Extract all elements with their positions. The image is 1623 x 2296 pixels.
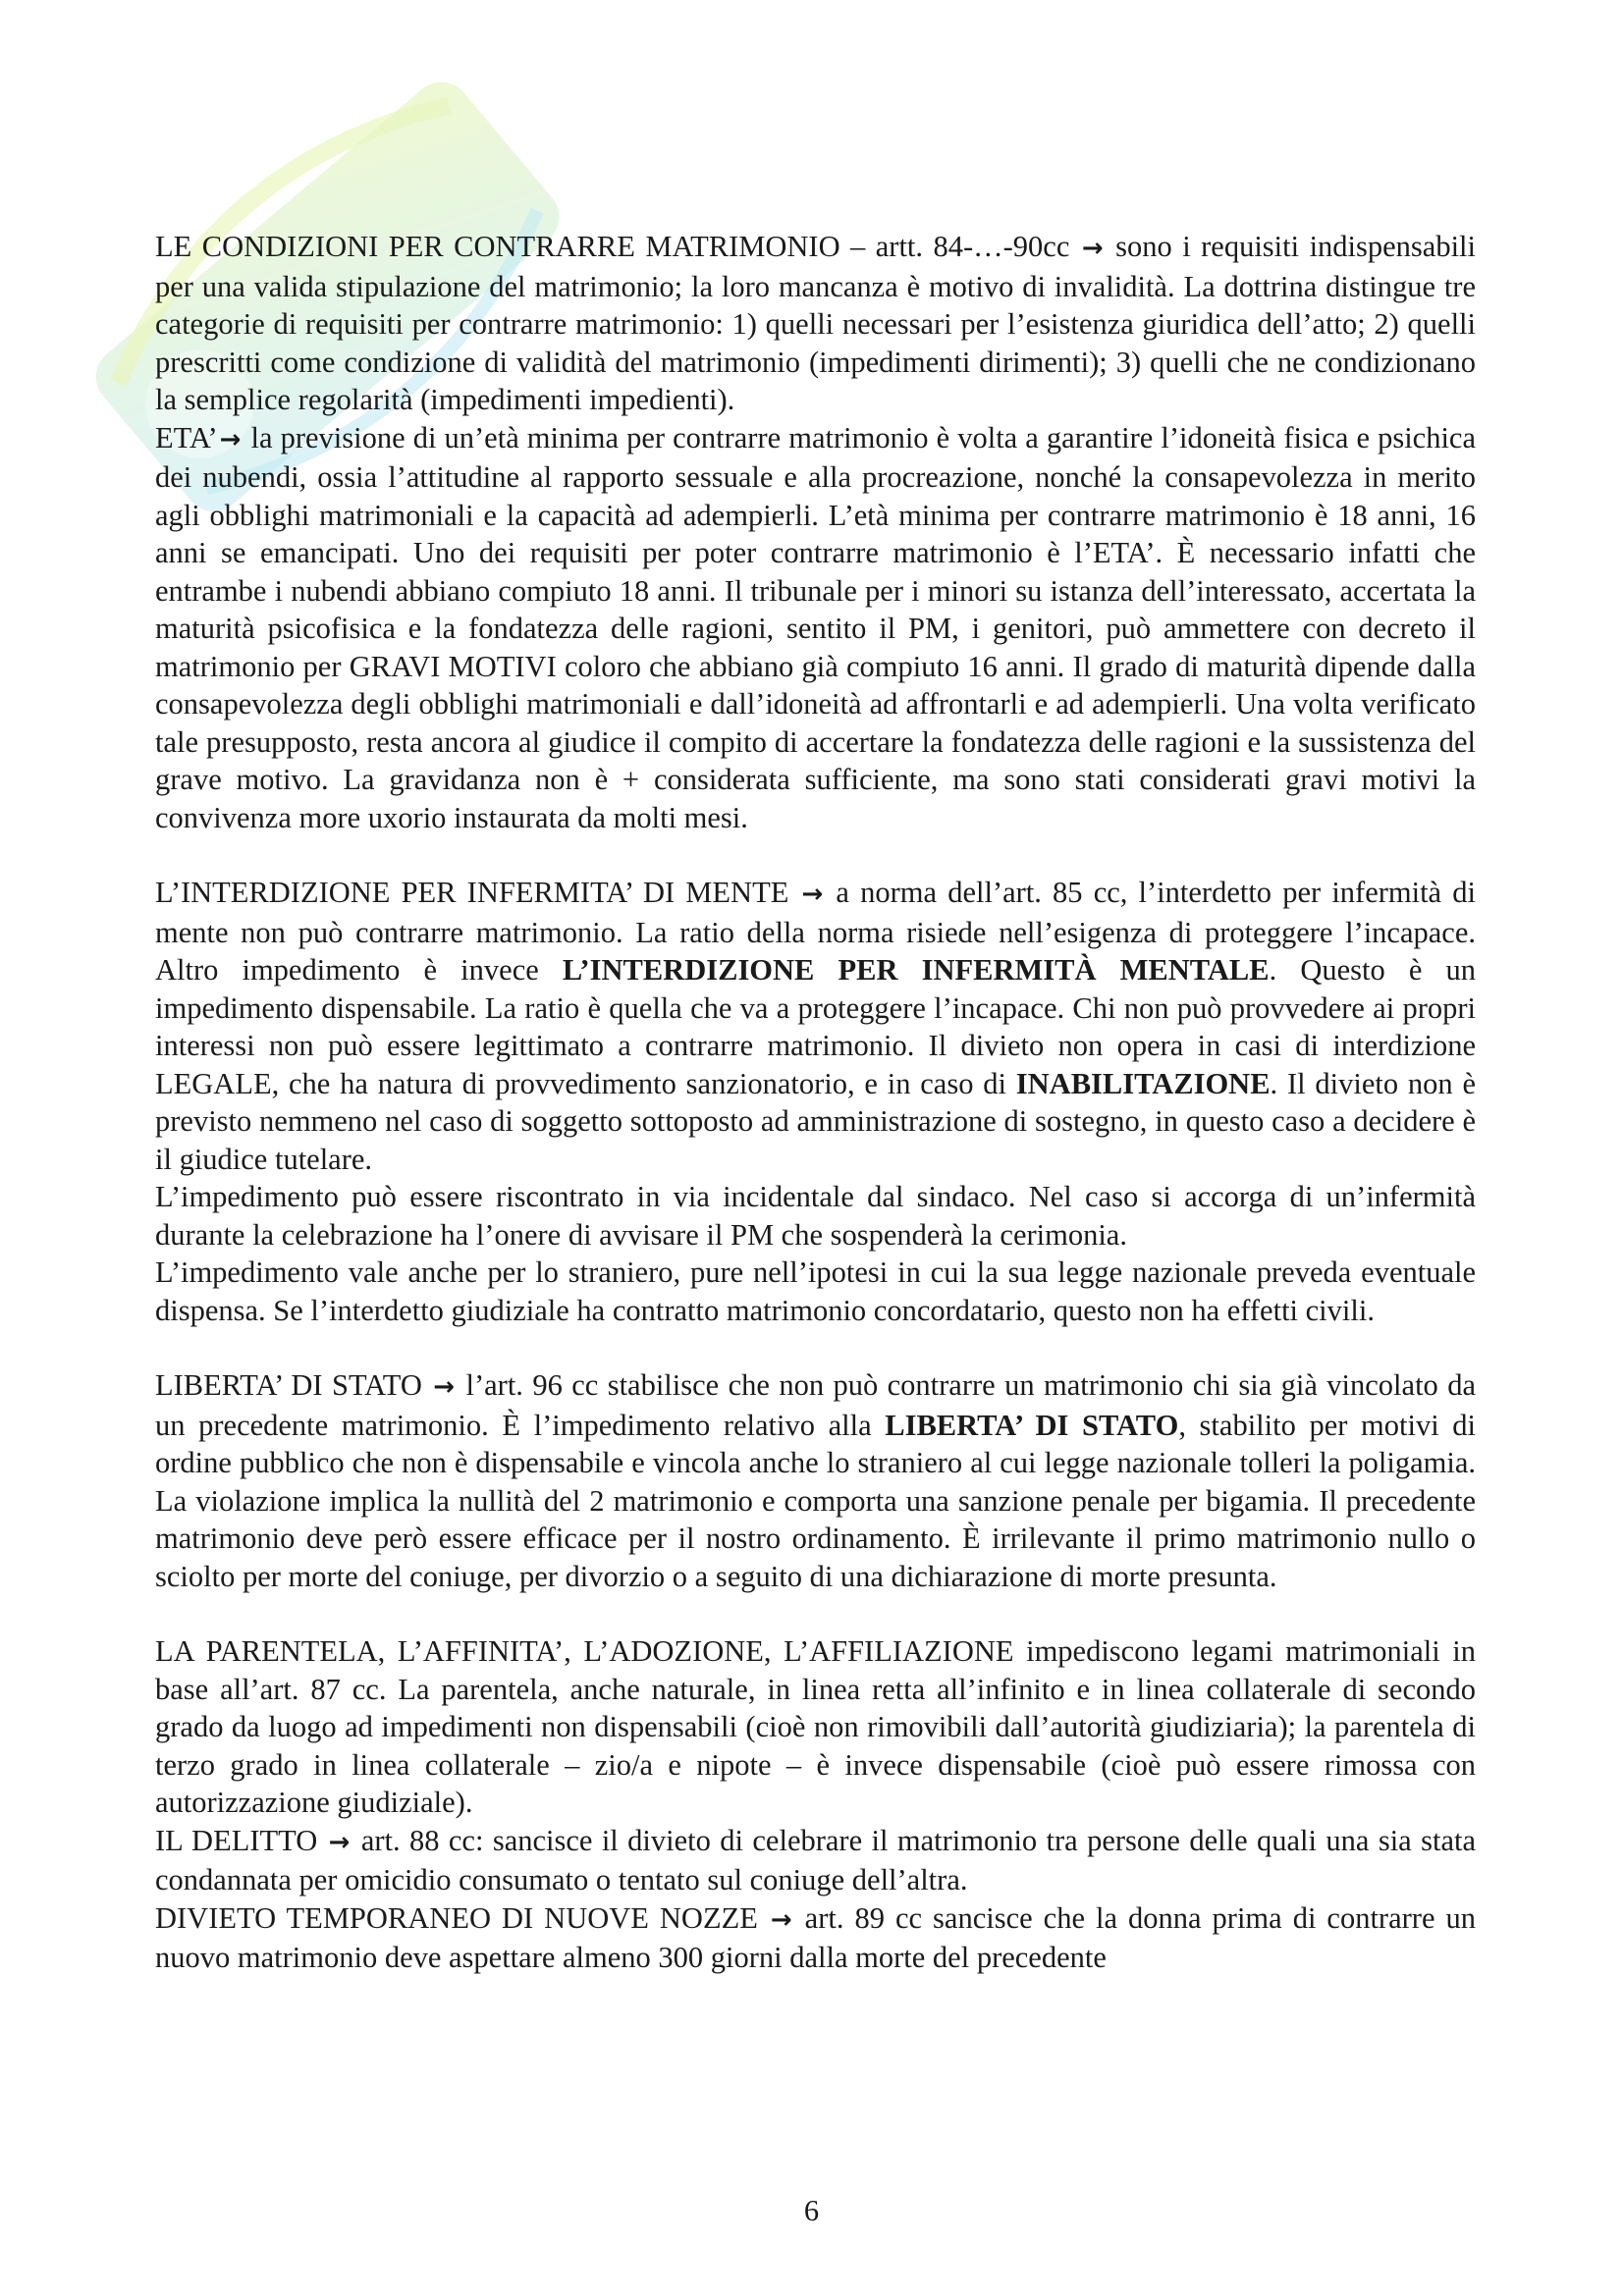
heading-condizioni: LE CONDIZIONI PER CONTRARRE MATRIMONIO – artt. 84-…-90cc [155, 230, 1080, 263]
paragraph-eta-text: la previsione di un’età minima per contrarre matrimonio è volta a garantire l’idoneità fisica e psichica dei nubendi, ossia l’attitudine al rapporto sessuale e alla procreazione, nonché la consapevolezza in merito agli obblighi matrimoniali e la capacità ad adempierli. L’età minima per contrarre matrimonio è 18 anni, 16 anni se emancipati. Uno dei requisiti per poter contrarre matrimonio è l’ETA’. È necessario infatti che entrambe i nubendi abbiano compiuto 18 anni. Il tribunale per i minori su istanza dell’interessato, accertata la maturità psicofisica e la fondatezza delle ragioni, sentito il PM, i genitori, può ammettere con decreto il matrimonio per GRAVI MOTIVI coloro che abbiano già compiuto 16 anni. Il grado di maturità dipende dalla consapevolezza degli obblighi matrimoniali e dall’idoneità ad affrontarli e ad adempierli. Una volta verificato tale presupposto, resta ancora al giudice il compito di accertare la fondatezza delle ragioni e la sussistenza del grave motivo. La gravidanza non è + considerata sufficiente, ma sono stati considerati gravi motivi la convivenza more uxorio instaurata da molti mesi. [155, 420, 1476, 834]
paragraph-gap [155, 1595, 1476, 1632]
paragraph-condizioni-text: sono i requisiti indispensabili per una valida stipulazione del matrimonio; la loro mancanza è motivo di invalidità. La dottrina distingue tre categorie di requisiti per contrarre matrimonio: 1) quelli necessari per l’esistenza giuridica dell’atto; 2) quelli prescritti come condizione di validità del matrimonio (impedimenti dirimenti); 3) quelli che ne condizionano la semplice regolarità (impedimenti impedienti). [155, 230, 1476, 416]
bold-liberta-di-stato: LIBERTA’ DI STATO [885, 1408, 1179, 1442]
paragraph-interdizione-end: . Il divieto non è previsto nemmeno nel caso di soggetto sottoposto ad amministrazione di sostegno, in questo caso a decidere è il giudice tutelare. [155, 1066, 1476, 1176]
paragraph-interdizione-text: a norma dell’art. 85 cc, l’interdetto per infermità di mente non può contrarre matrimonio. La ratio della norma risiede nell’esigenza di proteggere l’incapace. Altro impedimento è invece [155, 876, 1476, 987]
paragraph-eta [155, 419, 1476, 837]
paragraph-parentela: LA PARENTELA, L’AFFINITA’, L’ADOZIONE, L’AFFILIAZIONE impediscono legami matrimoniali in base all’art. 87 cc. La parentela, anche naturale, in linea retta all’infinito e in linea collaterale di secondo grado da luogo ad impedimenti non dispensabili (cioè non rimovibili dall’autorità giudiziaria); la parentela di terzo grado in linea collaterale – zio/a e nipote – è invece dispensabile (cioè può essere rimossa con autorizzazione giudiziale). [155, 1634, 1476, 1819]
paragraph-gap [155, 836, 1476, 874]
paragraph-gap [155, 1329, 1476, 1366]
paragraph-divieto-nozze [155, 1899, 1476, 1977]
paragraph-straniero: L’impedimento vale anche per lo straniero, pure nell’ipotesi in cui la sua legge nazionale preveda eventuale dispensa. Se l’interdetto giudiziale ha contratto matrimonio concordatario, questo non ha effetti civili. [155, 1255, 1476, 1327]
bold-inabilitazione: INABILITAZIONE [1015, 1066, 1271, 1100]
paragraph-delitto-text: art. 88 cc: sancisce il divieto di celebrare il matrimonio tra persone delle quali una sia stata condannata per omicidio consumato o tentato sul coniuge dell’altra. [155, 1823, 1476, 1896]
paragraph-interdizione [155, 874, 1476, 1178]
paragraph-delitto [155, 1822, 1476, 1899]
page-number: 6 [803, 2194, 820, 2227]
paragraph-condizioni [155, 228, 1476, 419]
paragraph-divieto-nozze-text: art. 89 cc sancisce che la donna prima di contrarre un nuovo matrimonio deve aspettare almeno 300 giorni dalla morte del precedente [155, 1900, 1476, 1974]
arrow-icon: → [1081, 234, 1104, 263]
bold-interdizione-mentale: L’INTERDIZIONE PER INFERMITÀ MENTALE [562, 953, 1270, 987]
heading-divieto-nozze: DIVIETO TEMPORANEO DI NUOVE NOZZE [155, 1900, 769, 1935]
heading-eta: ETA’ [155, 420, 218, 454]
arrow-icon: → [801, 880, 824, 909]
arrow-icon: → [328, 1827, 351, 1857]
paragraph-liberta [155, 1366, 1476, 1595]
heading-delitto: IL DELITTO [155, 1823, 327, 1857]
arrow-icon: → [219, 424, 242, 454]
document-body [155, 228, 1476, 1977]
paragraph-interdizione-mid: . Questo è un impedimento dispensabile. La ratio è quella che va a proteggere l’incapace. Chi non può provvedere ai propri interessi non può essere legittimato a contrarre matrimonio. Il divieto non opera in casi di interdizione LEGALE, che ha natura di provvedimento sanzionatorio, e in caso di [155, 953, 1477, 1100]
paragraph-sindaco: L’impedimento può essere riscontrato in via incidentale dal sindaco. Nel caso si accorga di un’infermità durante la celebrazione ha l’onere di avvisare il PM che sospenderà la cerimonia. [155, 1180, 1476, 1252]
heading-liberta: LIBERTA’ DI STATO [155, 1368, 432, 1402]
arrow-icon: → [770, 1904, 792, 1935]
paragraph-liberta-end: , stabilito per motivi di ordine pubblico che non è dispensabile e vincola anche lo straniero al cui legge nazionale tolleri la poligamia. La violazione implica la nullità del 2 matrimonio e comporta una sanzione penale per bigamia. Il precedente matrimonio deve però essere efficace per il nostro ordinamento. È irrilevante il primo matrimonio nullo o sciolto per morte del coniuge, per divorzio o a seguito di una dichiarazione di morte presunta. [155, 1408, 1477, 1593]
arrow-icon: → [433, 1372, 456, 1402]
paragraph-liberta-text: l’art. 96 cc stabilisce che non può contrarre un matrimonio chi sia già vincolato da un precedente matrimonio. È l’impedimento relativo alla [155, 1368, 1476, 1442]
heading-interdizione: L’INTERDIZIONE PER INFERMITA’ DI MENTE [155, 876, 800, 909]
